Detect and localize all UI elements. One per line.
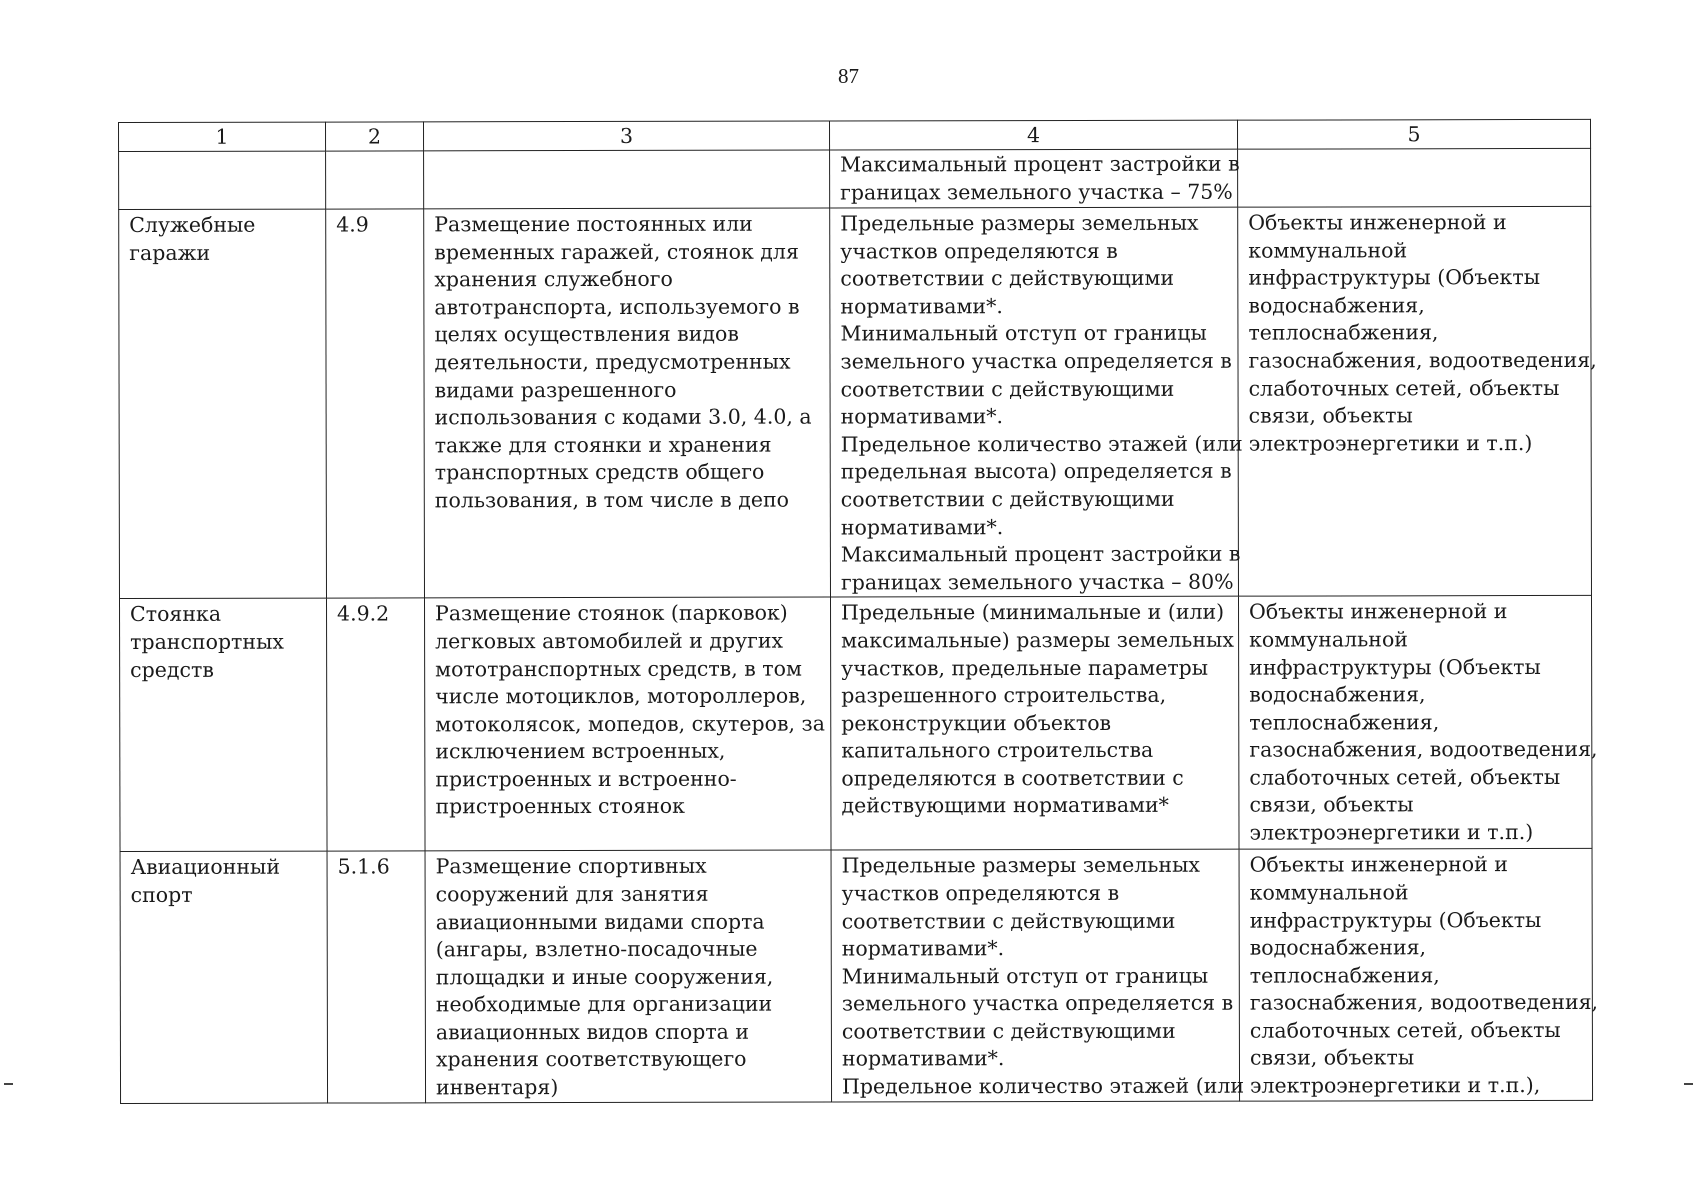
description-line: Размещение спортивных	[435, 854, 707, 879]
objects-cell	[1238, 206, 1597, 596]
name-line: Авиационный	[130, 854, 281, 880]
parameters-cell	[831, 849, 1245, 1101]
objects-line: коммунальной	[1248, 237, 1408, 263]
parameters-line: участков определяются в	[841, 880, 1120, 906]
description-line: использования с кодами 3.0, 4.0, а	[434, 404, 812, 430]
parameters-line: участков, предельные параметры	[841, 655, 1209, 680]
parameters-cell	[830, 149, 1238, 208]
code-value: 4.9.2	[337, 601, 390, 626]
parameters-line: земельного участка определяется в	[841, 990, 1234, 1016]
description-line: автотранспорта, используемого в	[434, 294, 800, 320]
objects-line: теплоснабжения,	[1249, 962, 1440, 988]
objects-line: Объекты инженерной и	[1249, 852, 1508, 877]
table-row	[119, 148, 1591, 209]
code-value: 4.9	[336, 212, 369, 237]
description-line: транспортных средств общего	[434, 459, 765, 485]
objects-line: слаботочных сетей, объекты	[1249, 1017, 1561, 1043]
code-cell	[326, 151, 424, 209]
parameters-cell	[830, 596, 1239, 850]
parameters-line: участков определяются в	[840, 238, 1118, 264]
page-number: 87	[838, 64, 859, 88]
table-row	[119, 596, 1592, 852]
description-cell	[424, 208, 831, 598]
description-line: также для стоянки и хранения	[434, 432, 772, 458]
objects-line: коммунальной	[1249, 627, 1408, 652]
parameters-line: соответствии с действующими	[841, 908, 1176, 933]
description-line: пользования, в том числе в депо	[434, 487, 789, 513]
description-line: авиационных видов спорта и	[435, 1019, 750, 1045]
parameters-line: разрешенного строительства,	[841, 682, 1167, 708]
parameters-line: соответствии с действующими	[840, 265, 1175, 291]
header-cell-4: 4	[829, 120, 1237, 150]
description-line: авиационными видами спорта	[435, 909, 765, 934]
objects-line: водоснабжения,	[1249, 682, 1426, 707]
description-cell	[425, 850, 832, 1102]
description-line: площадки и иные сооружения,	[435, 964, 774, 990]
code-cell	[326, 209, 425, 599]
parameters-line: Максимальный процент застройки в	[840, 151, 1240, 177]
name-cell	[119, 151, 326, 209]
objects-line: теплоснабжения,	[1249, 709, 1440, 735]
objects-line: водоснабжения,	[1248, 293, 1425, 318]
name-cell	[119, 598, 327, 851]
parameters-line: нормативами*.	[841, 1046, 1005, 1071]
parameters-line: границах земельного участка – 75%	[840, 179, 1233, 205]
parameters-line: действующими нормативами*	[841, 793, 1169, 818]
objects-line: коммунальной	[1249, 880, 1409, 905]
name-line: гаражи	[129, 240, 211, 265]
objects-line: инфраструктуры (Объекты	[1249, 907, 1542, 933]
description-line: инвентаря)	[435, 1075, 559, 1100]
parameters-line: предельная высота) определяется в	[840, 459, 1232, 484]
description-line: (ангары, взлетно-посадочные	[435, 936, 758, 962]
objects-cell	[1239, 849, 1599, 1101]
name-line: транспортных	[130, 629, 284, 654]
description-line: видами разрешенного	[434, 377, 677, 402]
objects-line: связи, объекты	[1248, 403, 1413, 428]
objects-line: электроэнергетики и т.п.)	[1249, 820, 1534, 845]
parameters-line: земельного участка определяется в	[840, 348, 1232, 374]
parameters-line: Предельные размеры земельных	[841, 853, 1200, 878]
description-line: Размещение постоянных или	[434, 211, 753, 237]
name-line: Стоянка	[130, 602, 222, 627]
description-line: целях осуществления видов	[434, 322, 739, 347]
objects-line: слаботочных сетей, объекты	[1248, 375, 1560, 401]
description-line: деятельности, предусмотренных	[434, 349, 791, 375]
margin-mark-left	[4, 1083, 13, 1085]
parameters-line: Предельные размеры земельных	[840, 210, 1199, 236]
parameters-cell	[830, 207, 1243, 597]
objects-line: слаботочных сетей, объекты	[1249, 764, 1561, 790]
parameters-line: соответствии с действующими	[841, 1018, 1176, 1044]
description-line: хранения соответствующего	[435, 1047, 747, 1072]
objects-line: газоснабжения, водоотведения,	[1249, 737, 1598, 762]
margin-mark-right	[1684, 1083, 1693, 1085]
code-value: 5.1.6	[337, 854, 390, 879]
description-line: пристроенных и встроенно-	[435, 766, 737, 792]
parameters-line: Максимальный процент застройки в	[840, 541, 1241, 567]
name-line: спорт	[130, 882, 193, 907]
objects-cell	[1238, 148, 1591, 207]
parameters-line: Предельные (минимальные и (или)	[841, 599, 1225, 625]
header-cell-5: 5	[1237, 119, 1590, 149]
parameters-line: Предельное количество этажей (или	[841, 1073, 1245, 1099]
objects-line: водоснабжения,	[1249, 935, 1427, 960]
name-cell	[119, 209, 327, 599]
description-line: хранения служебного	[434, 267, 673, 292]
objects-line: связи, объекты	[1249, 1045, 1415, 1071]
objects-line: газоснабжения, водоотведения,	[1249, 990, 1599, 1015]
parameters-line: определяются в соответствии с	[841, 765, 1184, 791]
description-line: легковых автомобилей и других	[435, 628, 784, 654]
description-line: мототранспортных средств, в том	[435, 656, 802, 681]
parameters-line: нормативами*.	[841, 936, 1005, 961]
objects-cell	[1238, 596, 1598, 850]
parameters-line: капитального строительства	[841, 738, 1154, 763]
objects-line: теплоснабжения,	[1248, 320, 1439, 346]
parameters-line: Минимальный отступ от границы	[840, 321, 1207, 346]
description-line: исключением встроенных,	[435, 739, 726, 764]
description-line: временных гаражей, стоянок для	[434, 239, 799, 264]
description-line: пристроенных стоянок	[435, 794, 685, 819]
objects-line: связи, объекты	[1249, 792, 1414, 818]
parameters-line: соответствии с действующими	[840, 486, 1175, 512]
objects-line: инфраструктуры (Объекты	[1248, 265, 1541, 290]
header-cell-3: 3	[424, 121, 830, 151]
description-line: сооружений для занятия	[435, 881, 709, 907]
parameters-line: реконструкции объектов	[841, 710, 1112, 736]
parameters-line: нормативами*.	[840, 514, 1004, 540]
description-line: мотоколясок, мопедов, скутеров, за	[435, 711, 825, 737]
parameters-line: нормативами*.	[840, 293, 1003, 319]
description-line: Размещение стоянок (парковок)	[435, 600, 788, 626]
header-cell-1: 1	[119, 122, 326, 151]
description-cell	[424, 150, 830, 209]
header-cell-2: 2	[326, 122, 424, 151]
parameters-line: соответствии с действующими	[840, 376, 1175, 402]
objects-line: электроэнергетики и т.п.),	[1249, 1073, 1541, 1098]
objects-line: инфраструктуры (Объекты	[1249, 654, 1541, 680]
parameters-line: Предельное количество этажей (или	[840, 431, 1243, 457]
table-row	[119, 206, 1592, 598]
table-row	[120, 849, 1593, 1103]
objects-line: электроэнергетики и т.п.)	[1248, 430, 1533, 456]
code-cell	[327, 851, 426, 1103]
objects-line: Объекты инженерной и	[1248, 210, 1507, 235]
land-use-table	[118, 119, 1599, 1104]
description-cell	[424, 597, 831, 851]
description-line: необходимые для организации	[435, 991, 773, 1017]
name-cell	[120, 851, 328, 1103]
objects-line: Объекты инженерной и	[1249, 599, 1508, 624]
parameters-line: границах земельного участка – 80%	[840, 569, 1234, 595]
code-cell	[326, 598, 425, 851]
parameters-line: максимальные) размеры земельных	[841, 627, 1234, 653]
name-line: Служебные	[129, 212, 256, 237]
name-line: средств	[130, 657, 214, 682]
parameters-line: нормативами*.	[840, 404, 1004, 429]
table-header-row	[119, 119, 1591, 151]
parameters-line: Минимальный отступ от границы	[841, 963, 1209, 989]
objects-line: газоснабжения, водоотведения,	[1248, 347, 1597, 373]
description-line: числе мотоциклов, мотороллеров,	[435, 683, 807, 709]
